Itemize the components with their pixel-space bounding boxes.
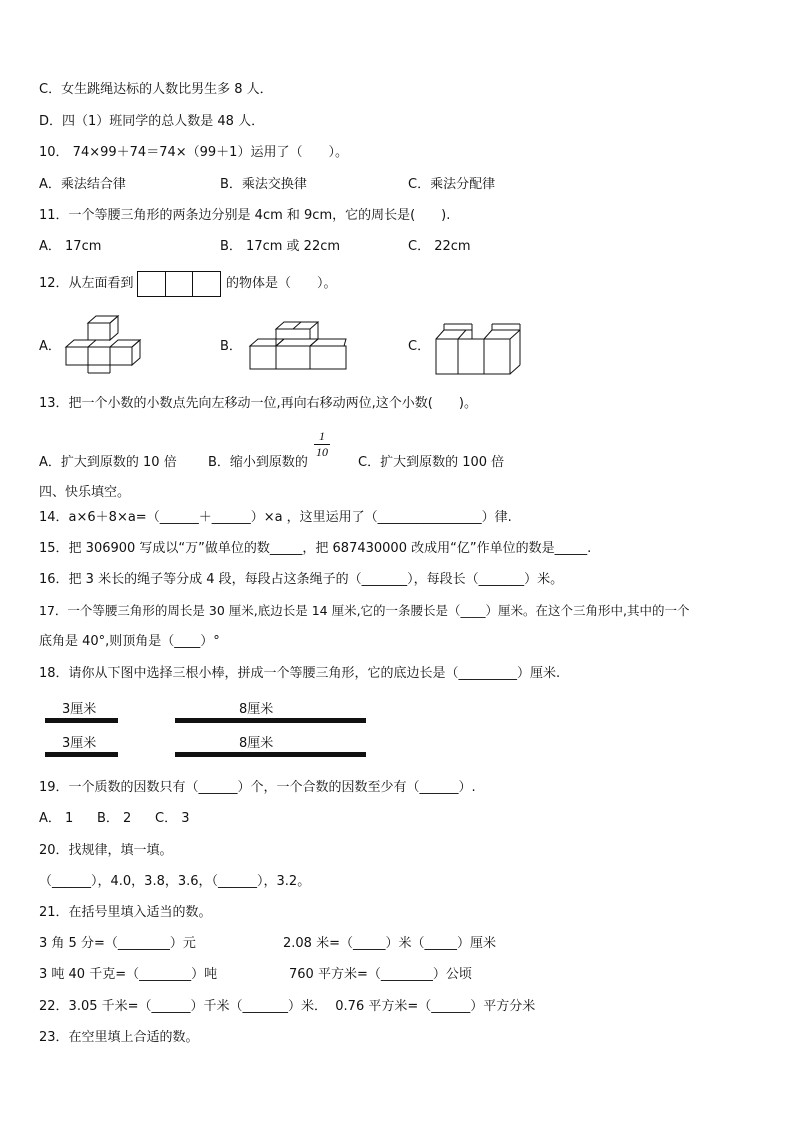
question-23: 23．在空里填上合适的数。 [39,1030,199,1045]
three-square-view-figure [137,271,221,297]
question-20-sequence: （______），4.0，3.8，3.6，（______），3.2。 [39,874,311,889]
q19-option-c: C． 3 [155,811,190,826]
q19-option-a: A． 1 [39,811,74,826]
stick-3cm [45,718,118,723]
q12-option-b: B． [220,339,242,354]
stick-label: 3厘米 [62,702,97,717]
question-17-line1: 17．一个等腰三角形的周长是 30 厘米,底边长是 14 厘米,它的一条腰长是（____）厘米。在这个三角形中,其中的一个 [39,603,690,618]
question-16: 16．把 3 米长的绳子等分成 4 段，每段占这条绳子的（_______），每段长（_______）米。 [39,572,564,587]
stick-3cm [45,752,118,757]
question-17-line2: 底角是 40°,则顶角是（____）° [39,634,220,649]
q11-option-a: A． 17cm [39,239,102,254]
question-22: 22．3.05 千米=（______）千米（_______）米． 0.76 平方米=（______）平方分米 [39,999,536,1014]
question-11: 11．一个等腰三角形的两条边分别是 4cm 和 9cm，它的周长是( ). [39,208,451,223]
cube-figure-a [62,315,148,375]
question-14: 14．a×6＋8×a=（______＋______）×a ，这里运用了（________________）律. [39,510,512,525]
stick-8cm [175,752,366,757]
q21-item: 760 平方米=（________）公顷 [289,967,472,982]
cube-figure-b [248,320,348,374]
q21-item: 2.08 米=（_____）米（_____）厘米 [283,936,496,951]
stick-label: 3厘米 [62,736,97,751]
q10-option-a: A．乘法结合律 [39,177,126,192]
question-21: 21．在括号里填入适当的数。 [39,905,212,920]
q10-option-c: C．乘法分配律 [408,177,496,192]
q11-option-c: C． 22cm [408,239,471,254]
q10-option-b: B．乘法交换律 [220,177,307,192]
option-c-line: C．女生跳绳达标的人数比男生多 8 人． [39,82,273,97]
q12-option-a: A． [39,339,61,354]
q19-option-b: B． 2 [97,811,132,826]
cube-figure-c [432,322,524,376]
q13-option-c: C．扩大到原数的 100 倍 [358,455,505,470]
section-heading: 四、快乐填空。 [39,485,131,500]
fraction-denominator: 10 [316,445,328,459]
q13-option-a: A．扩大到原数的 10 倍 [39,455,177,470]
q21-item: 3 吨 40 千克=（________）吨 [39,967,218,982]
question-12-prefix: 12．从左面看到 [39,276,134,291]
q21-item: 3 角 5 分=（________）元 [39,936,196,951]
question-13: 13．把一个小数的小数点先向左移动一位,再向右移动两位,这个小数( )。 [39,396,477,411]
question-20: 20．找规律，填一填。 [39,843,173,858]
fraction-one-tenth [314,430,330,459]
q11-option-b: B． 17cm 或 22cm [220,239,341,254]
stick-label: 8厘米 [239,702,274,717]
option-d-line: D．四（1）班同学的总人数是 48 人． [39,114,265,129]
question-19: 19．一个质数的因数只有（______）个，一个合数的因数至少有（______）. [39,780,476,795]
q12-option-c: C． [408,339,431,354]
question-12-suffix: 的物体是（ ）。 [226,276,337,291]
stick-8cm [175,718,366,723]
question-15: 15．把 306900 写成以“万”做单位的数_____，把 687430000 改成用“亿”作单位的数是_____. [39,541,592,556]
question-10: 10． 74×99＋74＝74×（99＋1）运用了（ ）。 [39,145,348,160]
stick-label: 8厘米 [239,736,274,751]
fraction-numerator: 1 [319,429,325,443]
q13-option-b: B．缩小到原数的 [208,455,308,470]
question-18: 18．请你从下图中选择三根小棒，拼成一个等腰三角形，它的底边长是（_________）厘米. [39,666,561,681]
